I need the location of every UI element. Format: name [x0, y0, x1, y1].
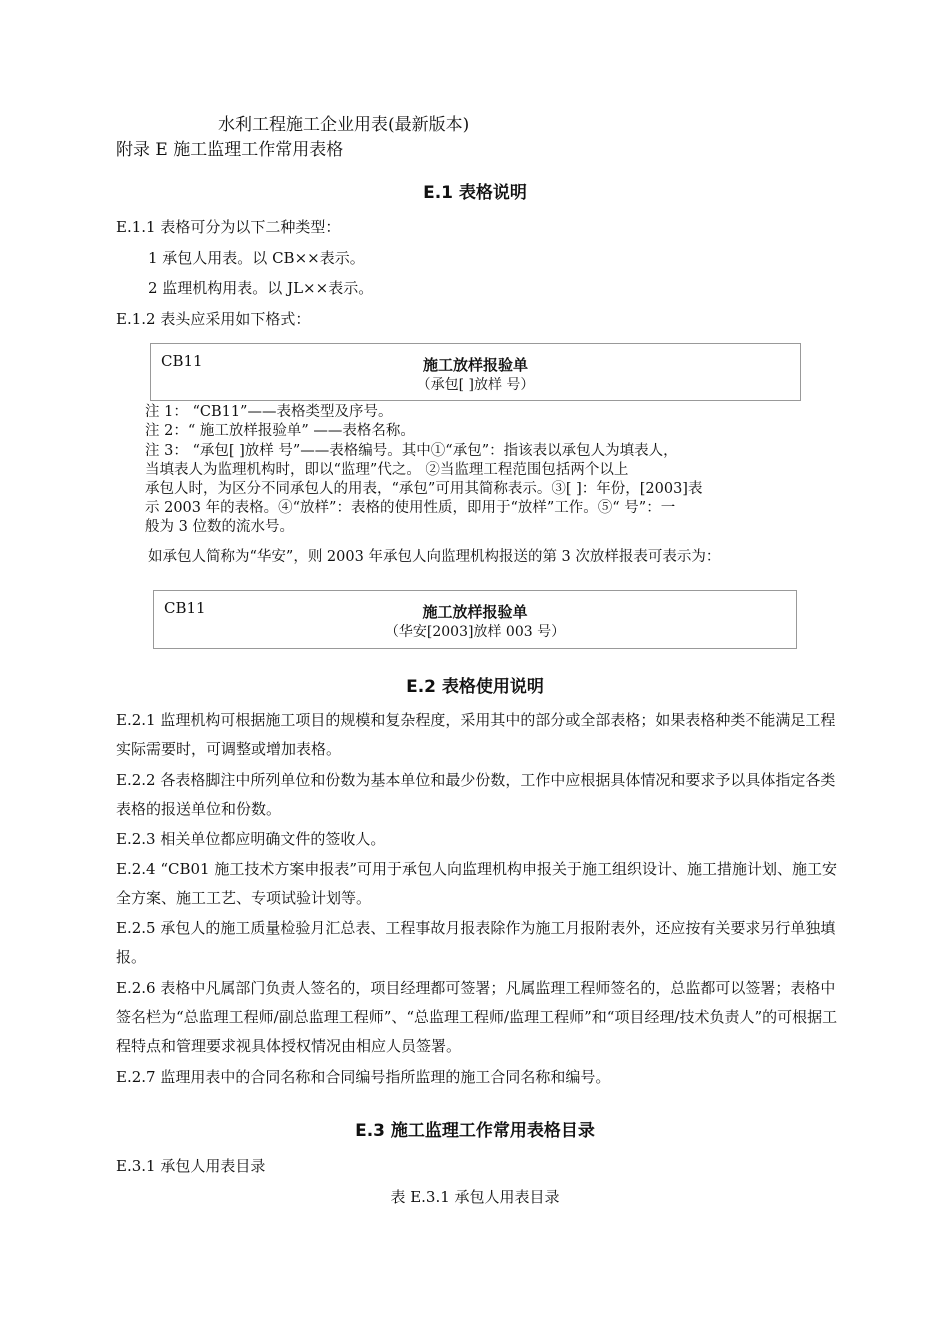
clause-e1-1-item-2: 2 监理机构用表。以 JL××表示。 — [148, 279, 374, 297]
clause-e1-2: E.1.2 表头应采用如下格式： — [116, 310, 311, 328]
clause-e2-6: E.2.6 表格中凡属部门负责人签名的，项目经理都可签署；凡属监理工程师签名的，总监都可以签署；表格中签名栏为“总监理工程师/副总监理工程师”、“总监理工程师/监理工程师”和“项目经理/技术负责人”的可根据工程特点和管理要求视具体授权情况由相应人员签署。 — [116, 979, 838, 1055]
clause-e2-5: E.2.5 承包人的施工质量检验月汇总表、工程事故月报表除作为施工月报附表外，还应按有关要求另行单独填报。 — [116, 919, 836, 966]
note-3-line-3: 承包人时，为区分不同承包人的用表，“承包”可用其简称表示。③[ ]：年份，[2003]表 — [145, 481, 703, 497]
example-form-number: （华安[2003]放样 003 号） — [384, 624, 566, 640]
clause-e2-1: E.2.1 监理机构可根据施工项目的规模和复杂程度，采用其中的部分或全部表格；如果表格种类不能满足工程实际需要时，可调整或增加表格。 — [116, 711, 836, 758]
document-title: 水利工程施工企业用表(最新版本) — [218, 115, 470, 135]
note-3-line-2: 当填表人为监理机构时，即以“监理”代之。 ②当监理工程范围包括两个以上 — [145, 462, 629, 478]
note-3-line-4: 示 2003 年的表格。④“放样”：表格的使用性质，即用于“放样”工作。⑤“ 号”：一 — [145, 500, 676, 516]
note-3-line-5: 般为 3 位数的流水号。 — [145, 519, 294, 535]
example-format-box — [153, 590, 797, 649]
example-form-title: 施工放样报验单 — [422, 603, 528, 621]
note-1: 注 1： “CB11”——表格类型及序号。 — [145, 404, 393, 420]
note-3-line-1: 注 3： “承包[ ]放样 号”——表格编号。其中①“承包”：指该表以承包人为填表人， — [145, 443, 678, 459]
example-form-code: CB11 — [164, 599, 206, 617]
form-title: 施工放样报验单 — [422, 356, 528, 374]
section-e1-heading: E.1 表格说明 — [423, 183, 527, 203]
clause-e2-2: E.2.2 各表格脚注中所列单位和份数为基本单位和最少份数，工作中应根据具体情况和要求予以具体指定各类表格的报送单位和份数。 — [116, 771, 836, 818]
clause-e3-1: E.3.1 承包人用表目录 — [116, 1157, 266, 1175]
section-e3-heading: E.3 施工监理工作常用表格目录 — [355, 1121, 595, 1141]
form-code: CB11 — [161, 352, 203, 370]
header-format-box — [150, 343, 801, 401]
appendix-heading: 附录 E 施工监理工作常用表格 — [116, 140, 344, 160]
clause-e2-7: E.2.7 监理用表中的合同名称和合同编号指所监理的施工合同名称和编号。 — [116, 1068, 611, 1086]
form-number: （承包[ ]放样 号） — [416, 377, 535, 393]
example-text: 如承包人简称为“华安”，则 2003 年承包人向监理机构报送的第 3 次放样报表可表示为： — [148, 549, 721, 565]
table-caption: 表 E.3.1 承包人用表目录 — [390, 1188, 560, 1206]
clause-e2-4: E.2.4 “CB01 施工技术方案申报表”可用于承包人向监理机构申报关于施工组织设计、施工措施计划、施工安全方案、施工工艺、专项试验计划等。 — [116, 860, 838, 907]
clause-e1-1-item-1: 1 承包人用表。以 CB××表示。 — [148, 249, 365, 267]
note-2: 注 2：“ 施工放样报验单” ——表格名称。 — [145, 423, 415, 439]
clause-e1-1: E.1.1 表格可分为以下二种类型： — [116, 218, 341, 236]
section-e2-heading: E.2 表格使用说明 — [406, 677, 544, 697]
clause-e2-3: E.2.3 相关单位都应明确文件的签收人。 — [116, 830, 386, 848]
